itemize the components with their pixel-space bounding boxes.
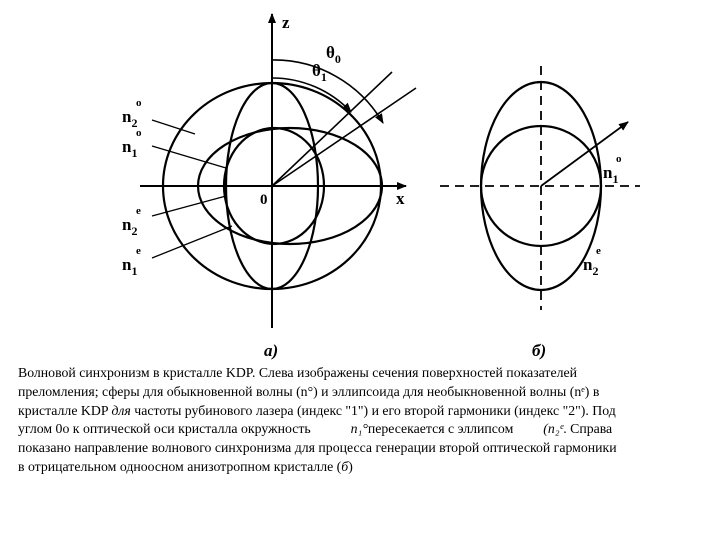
caption-line-1: Волновой синхронизм в кристалле KDP. Слева изображены сечения поверхностей показателей [18, 365, 577, 380]
svg-text:n2: $n_2$ [122, 215, 138, 238]
z-axis-label: z [282, 13, 290, 32]
svg-text:o: o [136, 97, 142, 109]
theta0-label: $\theta_0$ [326, 43, 341, 66]
right-panel-label: б) [532, 341, 547, 360]
svg-text:n2: $n_2$ [122, 107, 138, 130]
caption-line-2: преломления; сферы для обыкновенной волны (n°) и эллипсоида для необыкновенной волны (nᵉ) в [18, 383, 600, 399]
svg-text:n1: $n_1$ [122, 255, 138, 278]
svg-text:o: o [136, 127, 142, 139]
caption-line-3: кристалле KDP для частоты рубинового лазера (индекс "1") и его второй гармоники (индекс "2"). Под [18, 402, 616, 418]
svg-text:n1: $n_1$ [603, 163, 619, 186]
arc-theta0 [272, 60, 383, 123]
label-n1o [122, 127, 142, 160]
caption-line-4: углом 0о к оптической оси кристалла окружность n₁°пересекается с эллипсом (n₂ᵉ. Справа [18, 421, 613, 437]
svg-text:n2: $n_2$ [583, 255, 599, 278]
leader-n2o [152, 120, 195, 134]
right-label-n1o [603, 153, 622, 186]
leader-n1e [152, 226, 232, 258]
ray-theta0 [272, 88, 416, 186]
origin-label: 0 [260, 192, 268, 208]
label-n1e [122, 245, 141, 278]
svg-text:n1: $n_1$ [122, 137, 138, 160]
left-panel-label: а) [264, 341, 279, 360]
right-label-n2e [583, 245, 601, 278]
svg-text:o: o [616, 153, 622, 165]
svg-text:e: e [136, 205, 141, 217]
caption-line-5: показано направление волнового синхронизма для процесса генерации второй оптической гармоники [18, 440, 617, 456]
label-n2e [122, 205, 141, 238]
left-panel [140, 14, 416, 328]
x-axis-label: x [396, 189, 405, 208]
svg-text:e: e [136, 245, 141, 257]
theta1-label: $\theta_1$ [312, 61, 327, 84]
label-n2o [122, 97, 142, 130]
leader-n1o [152, 146, 226, 168]
right-panel [440, 66, 640, 310]
svg-text:e: e [596, 245, 601, 257]
caption-line-6: в отрицательном одноосном анизотропном кристалле (б) [18, 458, 353, 474]
figure-caption [18, 364, 716, 477]
